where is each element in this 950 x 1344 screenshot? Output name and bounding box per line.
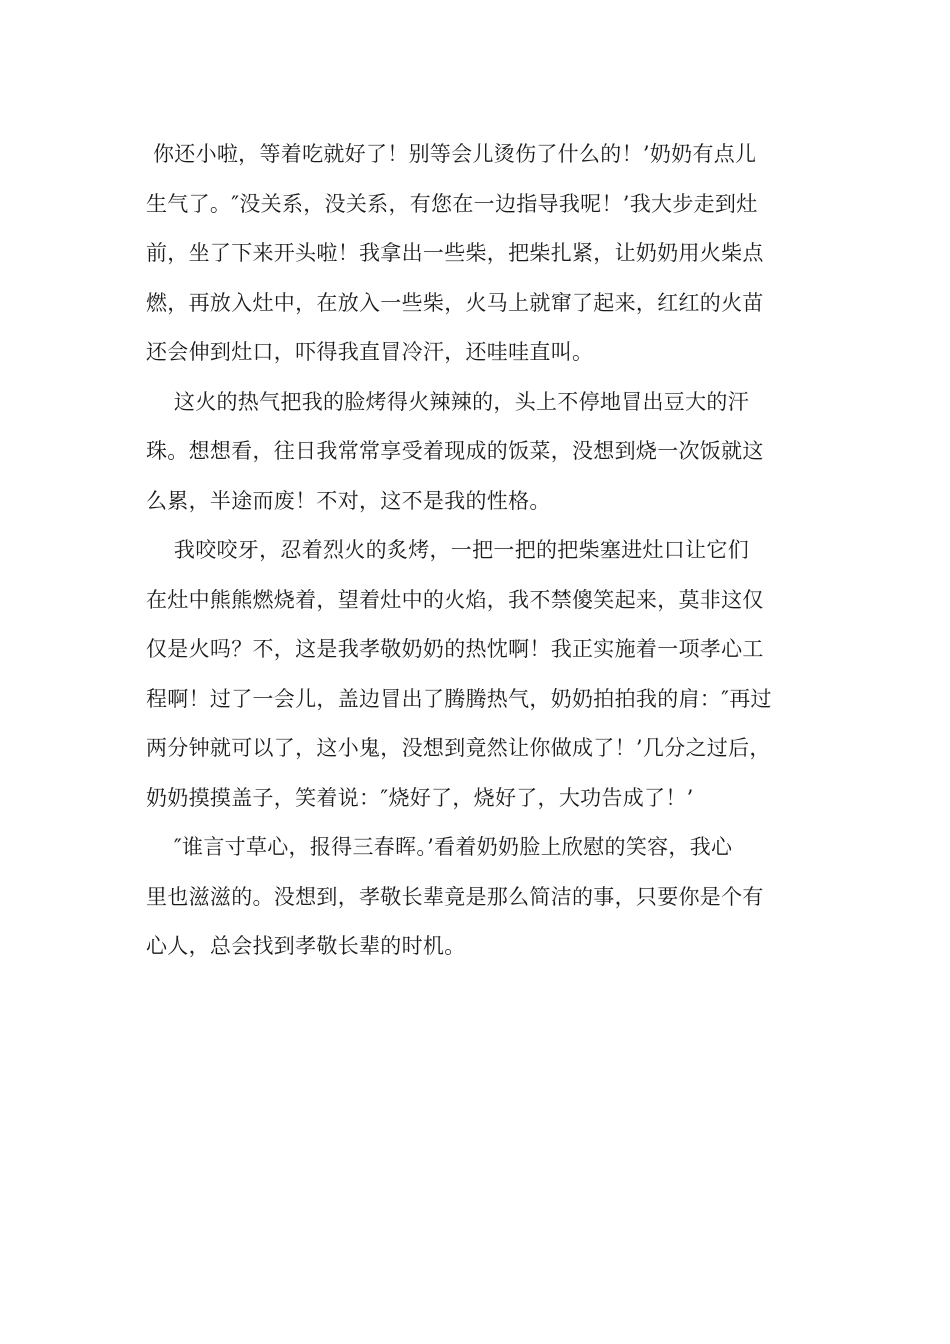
- paragraph-3: [146, 526, 812, 823]
- text-line: 还会伸到灶口，吓得我直冒冷汗，还哇哇直叫。: [146, 340, 594, 364]
- text-line: 么累，半途而废！不对，这不是我的性格。: [146, 488, 551, 513]
- text-line: 前，坐了下来开头啦！我拿出一些柴，把柴扎紧，让奶奶用火柴点: [146, 241, 764, 265]
- paragraph-2: [146, 378, 812, 527]
- text-line: 生气了。″没关系，没关系，有您在一边指导我呢！’我大步走到灶: [146, 191, 758, 216]
- text-line: 仅是火吗？不，这是我孝敬奶奶的热忱啊！我正实施着一项孝心工: [146, 637, 764, 661]
- text-line: 我咬咬牙，忍着烈火的炙烤，一把一把的把柴塞进灶口让它们: [146, 538, 749, 562]
- text-line: 你还小啦，等着吃就好了！别等会儿烫伤了什么的！’奶奶有点儿: [146, 142, 757, 166]
- text-line: 在灶中熊熊燃烧着，望着灶中的火焰，我不禁傻笑起来，莫非这仅: [146, 587, 764, 612]
- document-body: [146, 130, 812, 972]
- text-line: 燃，再放入灶中，在放入一些柴，火马上就窜了起来，红红的火苗: [146, 290, 764, 315]
- paragraph-1: [146, 130, 812, 378]
- text-line: 奶奶摸摸盖子，笑着说：″烧好了，烧好了，大功告成了！’: [146, 785, 694, 810]
- text-line: 里也滋滋的。没想到，孝敬长辈竟是那么简洁的事，只要你是个有: [146, 884, 764, 909]
- text-line: 珠。想想看，往日我常常享受着现成的饭菜，没想到烧一次饭就这: [146, 439, 764, 463]
- text-line: 两分钟就可以了，这小鬼，没想到竟然让你做成了！’几分之过后，: [146, 736, 771, 760]
- text-line: 程啊！过了一会儿，盖边冒出了腾腾热气，奶奶拍拍我的肩：″再过: [146, 686, 772, 711]
- text-line: 这火的热气把我的脸烤得火辣辣的，头上不停地冒出豆大的汗: [146, 389, 749, 414]
- paragraph-4: [146, 823, 812, 972]
- text-line: 心人，总会找到孝敬长辈的时机。: [146, 934, 466, 958]
- text-line: ″谁言寸草心，报得三春晖。’看着奶奶脸上欣慰的笑容，我心: [146, 835, 733, 859]
